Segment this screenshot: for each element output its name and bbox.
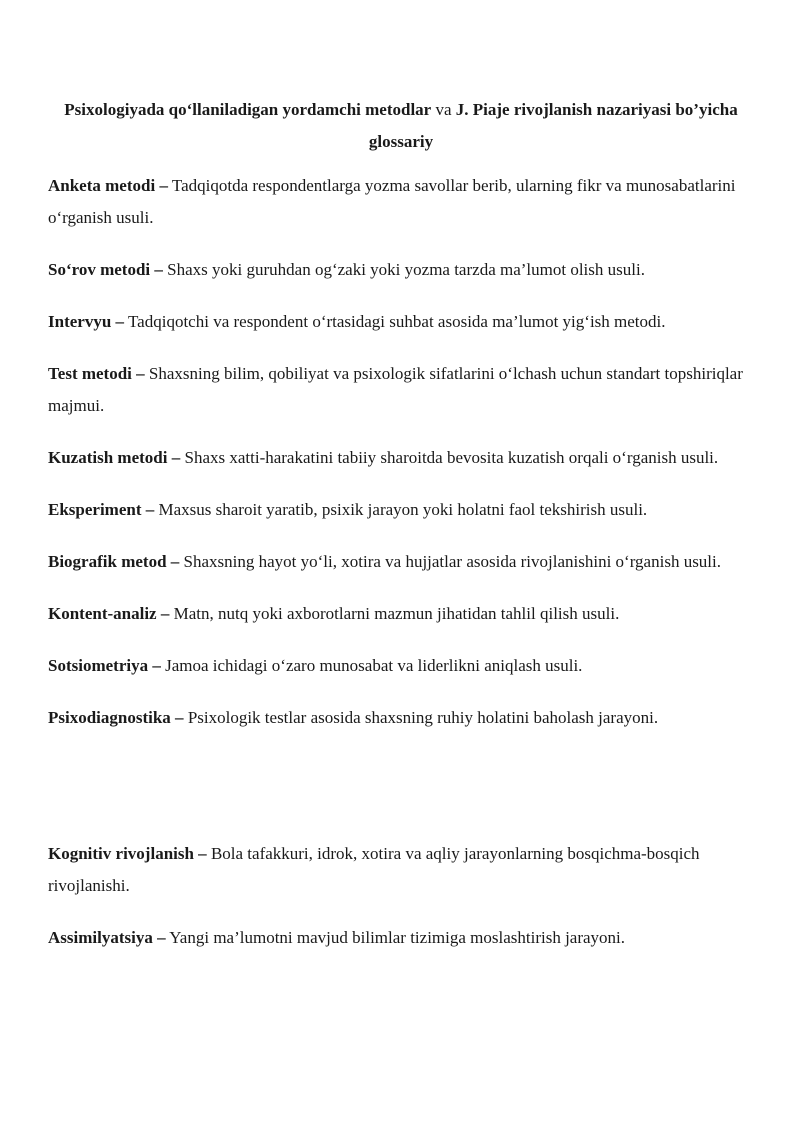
document-page [48,94,754,974]
glossary-definition: Shaxs yoki guruhdan og‘zaki yoki yozma tarzda ma’lumot olish usuli. [167,260,645,279]
glossary-term: So‘rov metodi – [48,260,163,279]
glossary-definition: Tadqiqotchi va respondent o‘rtasidagi suhbat asosida ma’lumot yig‘ish metodi. [127,312,666,331]
glossary-definition: Jamoa ichidagi o‘zaro munosabat va liderlikni aniqlash usuli. [165,656,583,675]
glossary-entry-biografik [48,546,754,578]
glossary-definition: Matn, nutq yoki axborotlarni mazmun jihatidan tahlil qilish usuli. [173,604,620,623]
glossary-term: Biografik metod – [48,552,180,571]
glossary-term: Intervyu – [48,312,125,331]
glossary-definition: Shaxs xatti-harakatini tabiiy sharoitda bevosita kuzatish orqali o‘rganish usuli. [184,448,719,467]
glossary-entry-kontent-analiz [48,598,754,630]
glossary-definition: Shaxsning hayot yo‘li, xotira va hujjatlar asosida rivojlanishini o‘rganish usuli. [183,552,722,571]
glossary-entry-intervyu [48,306,754,338]
document-title [48,94,754,158]
glossary-term: Kontent-analiz – [48,604,170,623]
glossary-entry-eksperiment [48,494,754,526]
glossary-term: Assimilyatsiya – [48,928,166,947]
glossary-term: Psixodiagnostika – [48,708,184,727]
glossary-term: Eksperiment – [48,500,155,519]
glossary-entry-kognitiv [48,838,754,902]
glossary-entry-psixodiagnostika [48,702,754,734]
glossary-definition: Shaxsning bilim, qobiliyat va psixologik sifatlarini o‘lchash uchun standart topshiriqlar majmui. [48,364,743,415]
glossary-entry-assimilyatsiya [48,922,754,954]
title-part-2: J. Piaje rivojlanish nazariyasi bo’yicha glossariy [368,100,738,151]
glossary-term: Test metodi – [48,364,145,383]
glossary-entry-sorov [48,254,754,286]
glossary-entry-test [48,358,754,422]
glossary-definition: Psixologik testlar asosida shaxsning ruhiy holatini baholash jarayoni. [187,708,659,727]
glossary-definition: Tadqiqotda respondentlarga yozma savollar berib, ularning fikr va munosabatlarini o‘rganish usuli. [48,176,736,227]
title-connector: va [435,100,452,119]
glossary-definition: Maxsus sharoit yaratib, psixik jarayon yoki holatni faol tekshirish usuli. [158,500,648,519]
glossary-entry-anketa [48,170,754,234]
glossary-term: Anketa metodi – [48,176,168,195]
glossary-entry-kuzatish [48,442,754,474]
glossary-term: Sotsiometriya – [48,656,161,675]
glossary-definition: Yangi ma’lumotni mavjud bilimlar tizimiga moslashtirish jarayoni. [169,928,626,947]
glossary-entry-sotsiometriya [48,650,754,682]
glossary-term: Kognitiv rivojlanish – [48,844,207,863]
glossary-term: Kuzatish metodi – [48,448,181,467]
title-part-1: Psixologiyada qo‘llaniladigan yordamchi metodlar [64,100,432,119]
glossary-definition: Bola tafakkuri, idrok, xotira va aqliy jarayonlarning bosqichma-bosqich rivojlanishi. [48,844,700,895]
